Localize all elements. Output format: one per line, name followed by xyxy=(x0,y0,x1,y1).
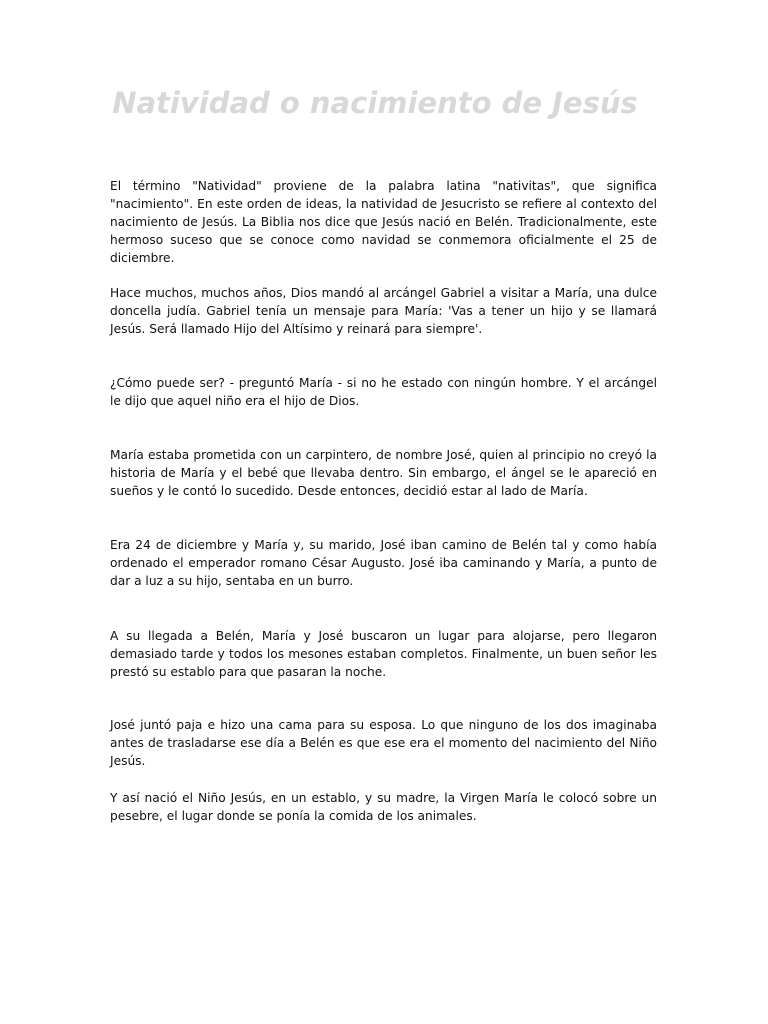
paragraph-gabriel-message: Hace muchos, muchos años, Dios mandó al arcángel Gabriel a visitar a María, una dulce doncella judía. Gabriel tenía un mensaje para María: 'Vas a tener un hijo y se llamará Jesús. Será llamado Hijo del Altísimo y reinará para siempre'. xyxy=(110,286,657,336)
paragraph-maria-question: ¿Cómo puede ser? - preguntó María - si no he estado con ningún hombre. Y el arcángel le dijo que aquel niño era el hijo de Dios. xyxy=(110,376,657,408)
paragraph-arrival-belen: A su llegada a Belén, María y José buscaron un lugar para alojarse, pero llegaron demasiado tarde y todos los mesones estaban completos. Finalmente, un buen señor les prestó su establo para que pasaran la noche. xyxy=(110,629,657,679)
paragraph-journey-belen: Era 24 de diciembre y María y, su marido, José iban camino de Belén tal y como había ordenado el emperador romano César Augusto. José iba caminando y María, a punto de dar a luz a su hijo, sentaba en un burro. xyxy=(110,538,657,588)
paragraph-birth-manger: Y así nació el Niño Jesús, en un establo, y su madre, la Virgen María le colocó sobre un pesebre, el lugar donde se ponía la comida de los animales. xyxy=(110,791,657,823)
paragraph-straw-bed: José juntó paja e hizo una cama para su esposa. Lo que ninguno de los dos imaginaba antes de trasladarse ese día a Belén es que ese era el momento del nacimiento del Niño Jesús. xyxy=(110,718,657,768)
document-title: Natividad o nacimiento de Jesús xyxy=(112,86,638,120)
paragraph-jose-doubt: María estaba prometida con un carpintero, de nombre José, quien al principio no creyó la historia de María y el bebé que llevaba dentro. Sin embargo, el ángel se le apareció en sueños y le contó lo sucedido. Desde entonces, decidió estar al lado de María. xyxy=(110,448,657,498)
paragraph-natividad-origin: El término "Natividad" proviene de la palabra latina "nativitas", que significa "nacimiento". En este orden de ideas, la natividad de Jesucristo se refiere al contexto del nacimiento de Jesús. La Biblia nos dice que Jesús nació en Belén. Tradicionalmente, este hermoso suceso que se conoce como navidad se conmemora oficialmente el 25 de diciembre. xyxy=(110,179,657,265)
